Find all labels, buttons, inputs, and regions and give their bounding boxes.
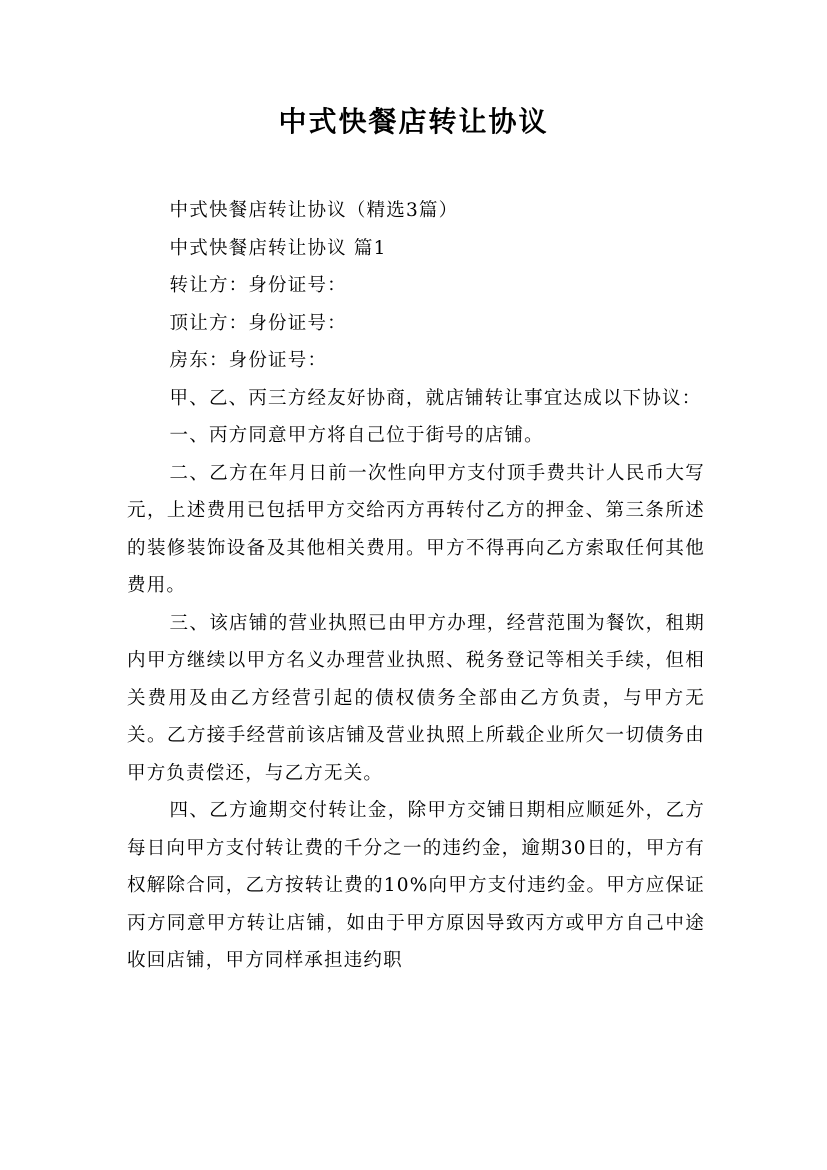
paragraph-clause-2: 二、乙方在年月日前一次性向甲方支付顶手费共计人民币大写元，上述费用已包括甲方交给丙方再转付乙方的押金、第三条所述的装修装饰设备及其他相关费用。甲方不得再向乙方索取任何其他费用。 [127, 462, 705, 596]
document-title: 中式快餐店转让协议 [278, 105, 549, 138]
document-body [127, 192, 705, 980]
paragraph-landlord: 房东：身份证号： [169, 350, 328, 371]
paragraph-subtitle: 中式快餐店转让协议（精选3篇） [169, 200, 459, 221]
paragraph-preamble: 甲、乙、丙三方经友好协商，就店铺转让事宜达成以下协议： [169, 387, 702, 409]
paragraph-clause-3: 三、该店铺的营业执照已由甲方办理，经营范围为餐饮，租期内甲方继续以甲方名义办理营业执照、税务登记等相关手续，但相关费用及由乙方经营引起的债权债务全部由乙方负责，与甲方无关。乙方接手经营前该店铺及营业执照上所载企业所欠一切债务由甲方负责偿还，与乙方无关。 [127, 612, 705, 784]
paragraph-section-heading: 中式快餐店转让协议 篇1 [169, 237, 387, 259]
paragraph-transferee: 顶让方：身份证号： [169, 312, 347, 334]
paragraph-clause-4: 四、乙方逾期交付转让金，除甲方交铺日期相应顺延外，乙方每日向甲方支付转让费的千分之一的违约金，逾期30日的，甲方有权解除合同，乙方按转让费的10%向甲方支付违约金。甲方应保证丙方同意甲方转让店铺，如由于甲方原因导致丙方或甲方自己中途收回店铺，甲方同样承担违约职 [127, 800, 705, 971]
paragraph-clause-1: 一、丙方同意甲方将自己位于街号的店铺。 [169, 425, 544, 446]
paragraph-transferor: 转让方：身份证号： [169, 275, 347, 296]
